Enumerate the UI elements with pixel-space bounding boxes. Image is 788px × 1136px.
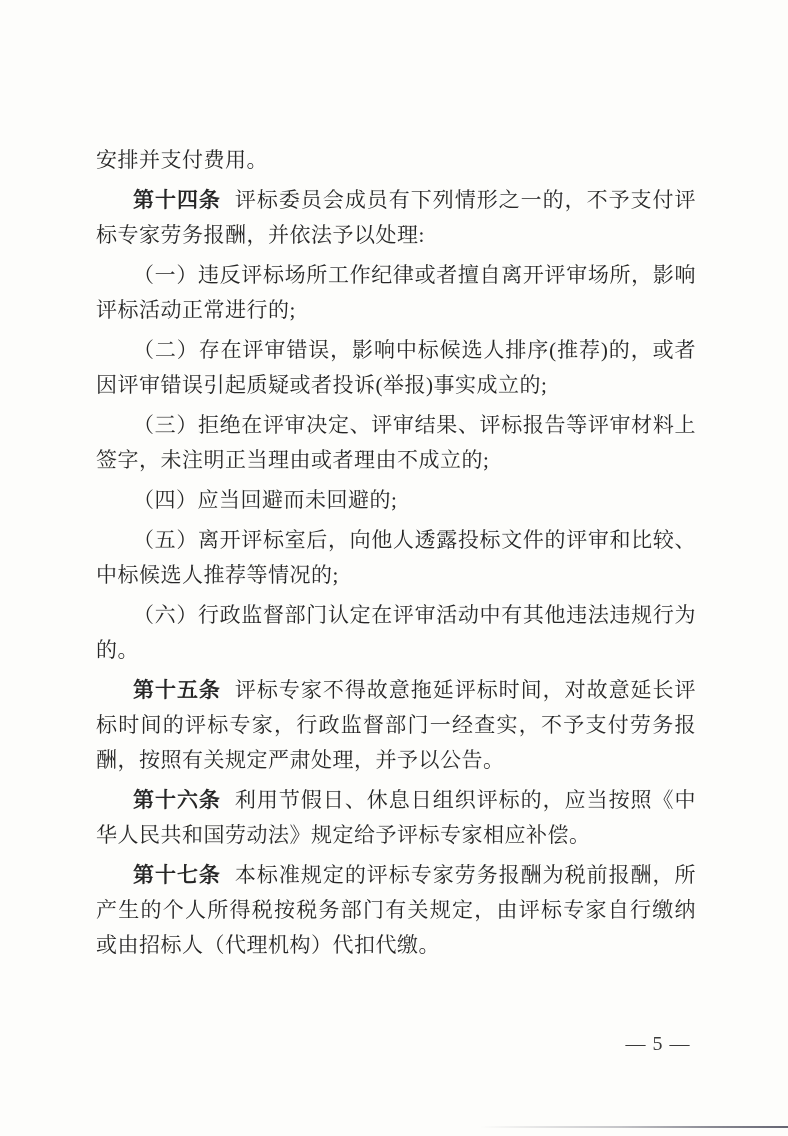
paragraph-text: 评标专家不得故意拖延评标时间，对故意延长评标时间的评标专家，行政监督部门一经查实，不予支付劳务报酬，按照有关规定严肃处理，并予以公告。 (96, 678, 697, 772)
paragraph-text: （四）应当回避而未回避的; (133, 488, 398, 512)
paragraph-continuation (96, 143, 696, 178)
paragraph-text: （一）违反评标场所工作纪律或者擅自离开评审场所，影响评标活动正常进行的; (96, 263, 696, 322)
document-body (96, 143, 696, 963)
page-number: — 5 — (625, 1033, 691, 1055)
paragraph-article-17 (96, 858, 696, 963)
paragraph-clause-1 (96, 258, 696, 328)
article-heading: 第十六条 (133, 788, 221, 812)
paragraph-text: （五）离开评标室后，向他人透露投标文件的评审和比较、中标候选人推荐等情况的; (96, 528, 696, 587)
paragraph-text: （三）拒绝在评审决定、评审结果、评标报告等评审材料上签字，未注明正当理由或者理由不成立的; (96, 413, 696, 472)
paragraph-article-16 (96, 783, 696, 853)
paragraph-clause-3 (96, 408, 696, 478)
paragraph-clause-5 (96, 523, 696, 593)
paragraph-text: 利用节假日、休息日组织评标的，应当按照《中华人民共和国劳动法》规定给予评标专家相应补偿。 (96, 788, 697, 847)
article-heading: 第十四条 (133, 188, 221, 212)
paragraph-text: 安排并支付费用。 (96, 148, 268, 172)
paragraph-clause-6 (96, 598, 696, 668)
article-heading: 第十七条 (133, 863, 221, 887)
scan-artifact-line (480, 1126, 788, 1128)
paragraph-text: 本标准规定的评标专家劳务报酬为税前报酬，所产生的个人所得税按税务部门有关规定，由评标专家自行缴纳或由招标人（代理机构）代扣代缴。 (96, 863, 697, 957)
paragraph-text: 评标委员会成员有下列情形之一的，不予支付评标专家劳务报酬，并依法予以处理: (96, 188, 697, 247)
paragraph-text: （二）存在评审错误，影响中标候选人排序(推荐)的，或者因评审错误引起质疑或者投诉(举报)事实成立的; (96, 338, 696, 397)
paragraph-text: （六）行政监督部门认定在评审活动中有其他违法违规行为的。 (96, 603, 696, 662)
article-heading: 第十五条 (133, 678, 221, 702)
paragraph-clause-4 (96, 483, 696, 518)
paragraph-clause-2 (96, 333, 696, 403)
paragraph-article-15 (96, 673, 696, 778)
paragraph-article-14 (96, 183, 696, 253)
